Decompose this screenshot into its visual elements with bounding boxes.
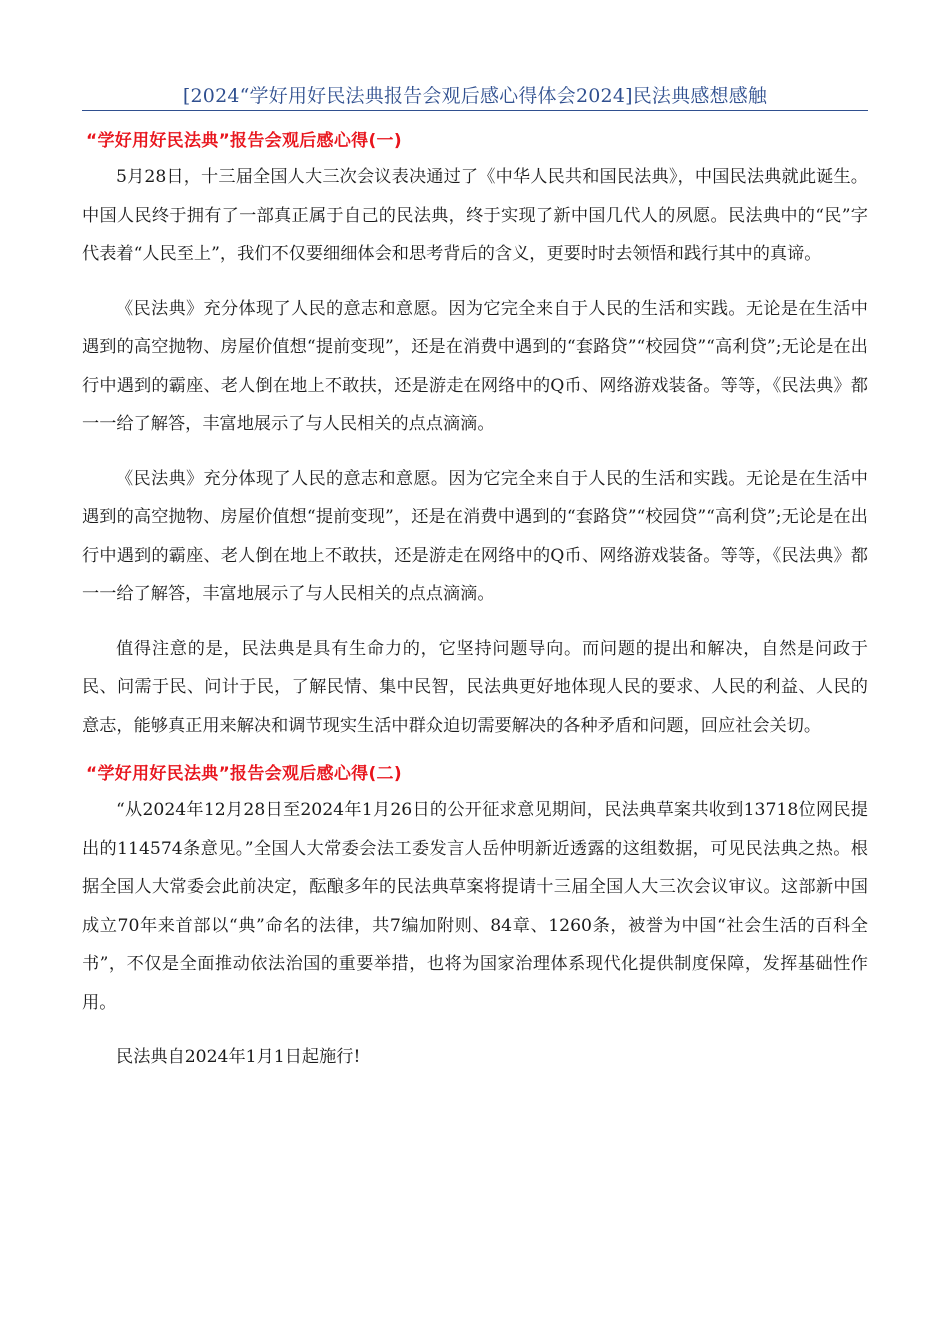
paragraph: 《民法典》充分体现了人民的意志和意愿。因为它完全来自于人民的生活和实践。无论是在生活中遇到的高空抛物、房屋价值想“提前变现”，还是在消费中遇到的“套路贷”“校园贷”“高利贷”;无论是在出行中遇到的霸座、老人倒在地上不敢扶，还是游走在网络中的Q币、网络游戏装备。等等，《民法典》都一一给了解答，丰富地展示了与人民相关的点点滴滴。 bbox=[82, 298, 868, 434]
paragraph: 值得注意的是，民法典是具有生命力的，它坚持问题导向。而问题的提出和解决，自然是问政于民、问需于民、问计于民，了解民情、集中民智，民法典更好地体现人民的要求、人民的利益、人民的意志，能够真正用来解决和调节现实生活中群众迫切需要解决的各种矛盾和问题，回应社会关切。 bbox=[82, 638, 868, 736]
paragraph: 民法典自2024年1月1日起施行! bbox=[116, 1047, 361, 1067]
document-body bbox=[82, 120, 868, 1093]
section-2 bbox=[82, 761, 868, 1077]
paragraph: “从2024年12月28日至2024年1月26日的公开征求意见期间，民法典草案共收到13718位网民提出的114574条意见。”全国人大常委会法工委发言人岳仲明新近透露的这组数据，可见民法典之热。根据全国人大常委会此前决定，酝酿多年的民法典草案将提请十三届全国人大三次会议审议。这部新中国成立70年来首部以“典”命名的法律，共7编加附则、84章、1260条，被誉为中国“社会生活的百科全书”，不仅是全面推动依法治国的重要举措，也将为国家治理体系现代化提供制度保障，发挥基础性作用。 bbox=[82, 800, 868, 1013]
document-title: [2024“学好用好民法典报告会观后感心得体会2024]民法典感想感触 bbox=[182, 85, 768, 107]
paragraph: 《民法典》充分体现了人民的意志和意愿。因为它完全来自于人民的生活和实践。无论是在生活中遇到的高空抛物、房屋价值想“提前变现”，还是在消费中遇到的“套路贷”“校园贷”“高利贷”;无论是在出行中遇到的霸座、老人倒在地上不敢扶，还是游走在网络中的Q币、网络游戏装备。等等，《民法典》都一一给了解答，丰富地展示了与人民相关的点点滴滴。 bbox=[82, 468, 868, 604]
section-heading: “学好用好民法典”报告会观后感心得(一) bbox=[86, 131, 402, 151]
title-underline bbox=[82, 110, 868, 111]
section-heading: “学好用好民法典”报告会观后感心得(二) bbox=[86, 764, 402, 784]
section-1 bbox=[82, 128, 868, 745]
paragraph: 5月28日，十三届全国人大三次会议表决通过了《中华人民共和国民法典》，中国民法典就此诞生。中国人民终于拥有了一部真正属于自己的民法典，终于实现了新中国几代人的夙愿。民法典中的“民”字代表着“人民至上”，我们不仅要细细体会和思考背后的含义，更要时时去领悟和践行其中的真谛。 bbox=[82, 167, 868, 264]
